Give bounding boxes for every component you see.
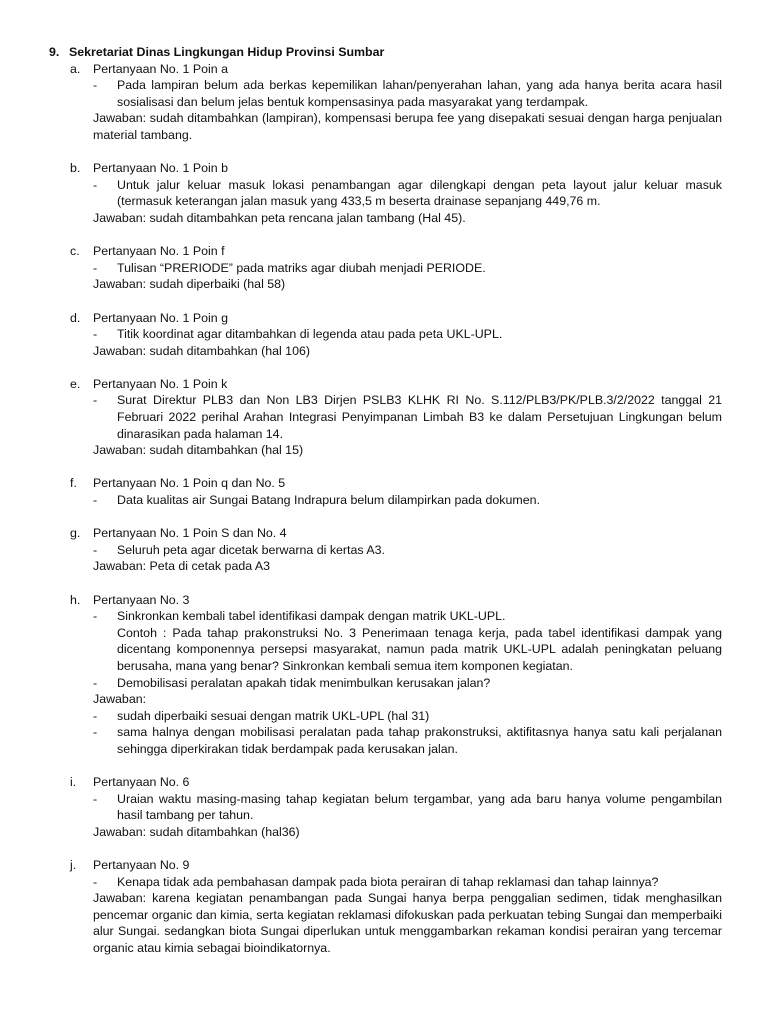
bullet-text: Data kualitas air Sungai Batang Indrapura belum dilampirkan pada dokumen. — [117, 493, 540, 508]
bullet-item — [93, 77, 722, 110]
question-heading — [70, 243, 722, 260]
question-list — [49, 61, 722, 957]
question-heading — [70, 525, 722, 542]
heading-number: 9. — [49, 45, 60, 59]
question-letter: g. — [70, 526, 81, 541]
question-heading — [70, 160, 722, 177]
bullet-item — [93, 177, 722, 210]
bullet-item — [93, 708, 722, 725]
dash-bullet-icon: - — [93, 791, 98, 806]
bullet-text: sudah diperbaiki sesuai dengan matrik UKL-UPL (hal 31) — [117, 708, 430, 723]
bullet-text: Sinkronkan kembali tabel identifikasi dampak dengan matrik UKL-UPL. — [117, 609, 506, 624]
answer-text: Jawaban: karena kegiatan penambangan pada Sungai hanya berpa penggalian sedimen, tidak menghasilkan pencemar organic dan kimia, serta kegiatan reklamasi difokuskan pada perkuatan tebing Sungai dan memperbaiki alur Sungai. sedangkan biota Sungai diperlukan untuk menggambarkan rekaman kondisi perairan yang tercemar organic atau kimia sebagai bioindikatornya. — [93, 891, 722, 956]
answer-text: Jawaban: sudah diperbaiki (hal 58) — [93, 277, 286, 292]
question-body — [93, 874, 722, 957]
question-letter: i. — [70, 775, 77, 790]
question-heading — [70, 592, 722, 609]
bullet-item — [93, 724, 722, 757]
bullet-item — [93, 542, 722, 559]
bullet-text: Untuk jalur keluar masuk lokasi penambangan agar dilengkapi dengan peta layout jalur keluar masuk (termasuk keterangan jalan masuk yang 433,5 m beserta drainase sepanjang 449,76 m. — [117, 177, 722, 209]
question-letter: h. — [70, 592, 81, 607]
answer-text: Jawaban: sudah ditambahkan (hal36) — [93, 824, 300, 839]
question-section — [49, 592, 722, 758]
question-body — [93, 260, 722, 293]
bullet-text: Demobilisasi peralatan apakah tidak menimbulkan kerusakan jalan? — [117, 675, 491, 690]
dash-bullet-icon: - — [93, 493, 98, 508]
section-heading — [49, 44, 722, 61]
question-letter: a. — [70, 61, 81, 76]
question-title: Pertanyaan No. 6 — [93, 775, 190, 790]
question-title: Pertanyaan No. 9 — [93, 858, 190, 873]
question-title: Pertanyaan No. 1 Poin f — [93, 244, 225, 259]
dash-bullet-icon: - — [93, 725, 98, 740]
question-heading — [70, 475, 722, 492]
bullet-text: Surat Direktur PLB3 dan Non LB3 Dirjen PSLB3 KLHK RI No. S.112/PLB3/PK/PLB.3/2/2022 tanggal 21 Februari 2022 perihal Arahan Integrasi Penyimpanan Limbah B3 ke dalam Persetujuan Lingkungan belum dinarasikan pada halaman 14. — [117, 393, 722, 441]
bullet-item — [93, 392, 722, 442]
dash-bullet-icon: - — [93, 675, 98, 690]
question-title: Pertanyaan No. 1 Poin g — [93, 310, 229, 325]
question-section — [49, 243, 722, 293]
question-body — [93, 326, 722, 359]
question-section — [49, 475, 722, 508]
dash-bullet-icon: - — [93, 874, 98, 889]
dash-bullet-icon: - — [93, 78, 98, 93]
question-body — [93, 77, 722, 143]
question-section — [49, 61, 722, 144]
heading-title: Sekretariat Dinas Lingkungan Hidup Provinsi Sumbar — [69, 45, 385, 59]
dash-bullet-icon: - — [93, 609, 98, 624]
question-body — [93, 177, 722, 227]
answer-text: Jawaban: — [93, 692, 147, 707]
question-letter: d. — [70, 310, 81, 325]
bullet-item — [93, 675, 722, 692]
dash-bullet-icon: - — [93, 327, 98, 342]
question-heading — [70, 376, 722, 393]
question-heading — [70, 310, 722, 327]
dash-bullet-icon: - — [93, 393, 98, 408]
bullet-text: Pada lampiran belum ada berkas kepemilikan lahan/penyerahan lahan, yang ada hanya berita acara hasil sosialisasi dan belum jelas bentuk kompensasinya pada masyarakat yang terdampak. — [117, 78, 722, 109]
dash-bullet-icon: - — [93, 177, 98, 192]
question-body — [93, 392, 722, 458]
question-title: Pertanyaan No. 1 Poin b — [93, 161, 229, 176]
dash-bullet-icon: - — [93, 260, 98, 275]
question-section — [49, 774, 722, 840]
answer-text: Jawaban: sudah ditambahkan peta rencana jalan tambang (Hal 45). — [93, 210, 466, 225]
answer-text: Jawaban: sudah ditambahkan (lampiran), kompensasi berupa fee yang disepakati sesuai dengan harga penjualan material tambang. — [93, 111, 722, 142]
question-title: Pertanyaan No. 1 Poin S dan No. 4 — [93, 526, 287, 541]
bullet-text: sama halnya dengan mobilisasi peralatan pada tahap prakonstruksi, aktifitasnya hanya satu kali perjalanan sehingga diperkirakan tidak berdampak pada kerusakan jalan. — [117, 725, 722, 756]
question-section — [49, 857, 722, 957]
question-title: Pertanyaan No. 3 — [93, 592, 190, 607]
bullet-item — [93, 492, 722, 509]
question-section — [49, 525, 722, 575]
question-title: Pertanyaan No. 1 Poin k — [93, 376, 228, 391]
question-title: Pertanyaan No. 1 Poin q dan No. 5 — [93, 476, 286, 491]
bullet-item — [93, 326, 722, 343]
answer-text: Jawaban: Peta di cetak pada A3 — [93, 559, 271, 574]
question-body — [93, 492, 722, 509]
answer-text: Jawaban: sudah ditambahkan (hal 106) — [93, 343, 310, 358]
bullet-text: Tulisan “PRERIODE” pada matriks agar diubah menjadi PERIODE. — [117, 260, 486, 275]
question-title: Pertanyaan No. 1 Poin a — [93, 61, 229, 76]
bullet-text: Uraian waktu masing-masing tahap kegiatan belum tergambar, yang ada baru hanya volume pengambilan hasil tambang per tahun. — [117, 791, 722, 823]
bullet-item — [93, 791, 722, 824]
bullet-text: Titik koordinat agar ditambahkan di legenda atau pada peta UKL-UPL. — [117, 327, 503, 342]
question-body — [93, 542, 722, 575]
question-heading — [70, 61, 722, 78]
question-letter: c. — [70, 244, 80, 259]
question-letter: j. — [70, 858, 77, 873]
question-section — [49, 160, 722, 226]
question-heading — [70, 857, 722, 874]
bullet-text: Seluruh peta agar dicetak berwarna di kertas A3. — [117, 542, 385, 557]
bullet-text: Kenapa tidak ada pembahasan dampak pada biota perairan di tahap reklamasi dan tahap lainnya? — [117, 874, 659, 889]
question-body — [93, 608, 722, 757]
bullet-item — [93, 874, 722, 891]
bullet-item — [93, 608, 722, 625]
question-body — [93, 791, 722, 841]
answer-text: Jawaban: sudah ditambahkan (hal 15) — [93, 443, 304, 458]
dash-bullet-icon: - — [93, 708, 98, 723]
question-letter: e. — [70, 376, 81, 391]
bullet-item — [93, 260, 722, 277]
dash-bullet-icon: - — [93, 542, 98, 557]
question-section — [49, 376, 722, 459]
question-section — [49, 310, 722, 360]
example-text: Contoh : Pada tahap prakonstruksi No. 3 Penerimaan tenaga kerja, pada tabel identifikasi dampak yang dicentang komponennya persepsi masyarakat, namun pada matrik UKL-UPL adalah peningkatan peluang berusaha, mana yang benar? Sinkronkan kembali semua item komponen kegiatan. — [117, 625, 722, 673]
question-heading — [70, 774, 722, 791]
question-letter: f. — [70, 476, 77, 491]
question-letter: b. — [70, 161, 81, 176]
